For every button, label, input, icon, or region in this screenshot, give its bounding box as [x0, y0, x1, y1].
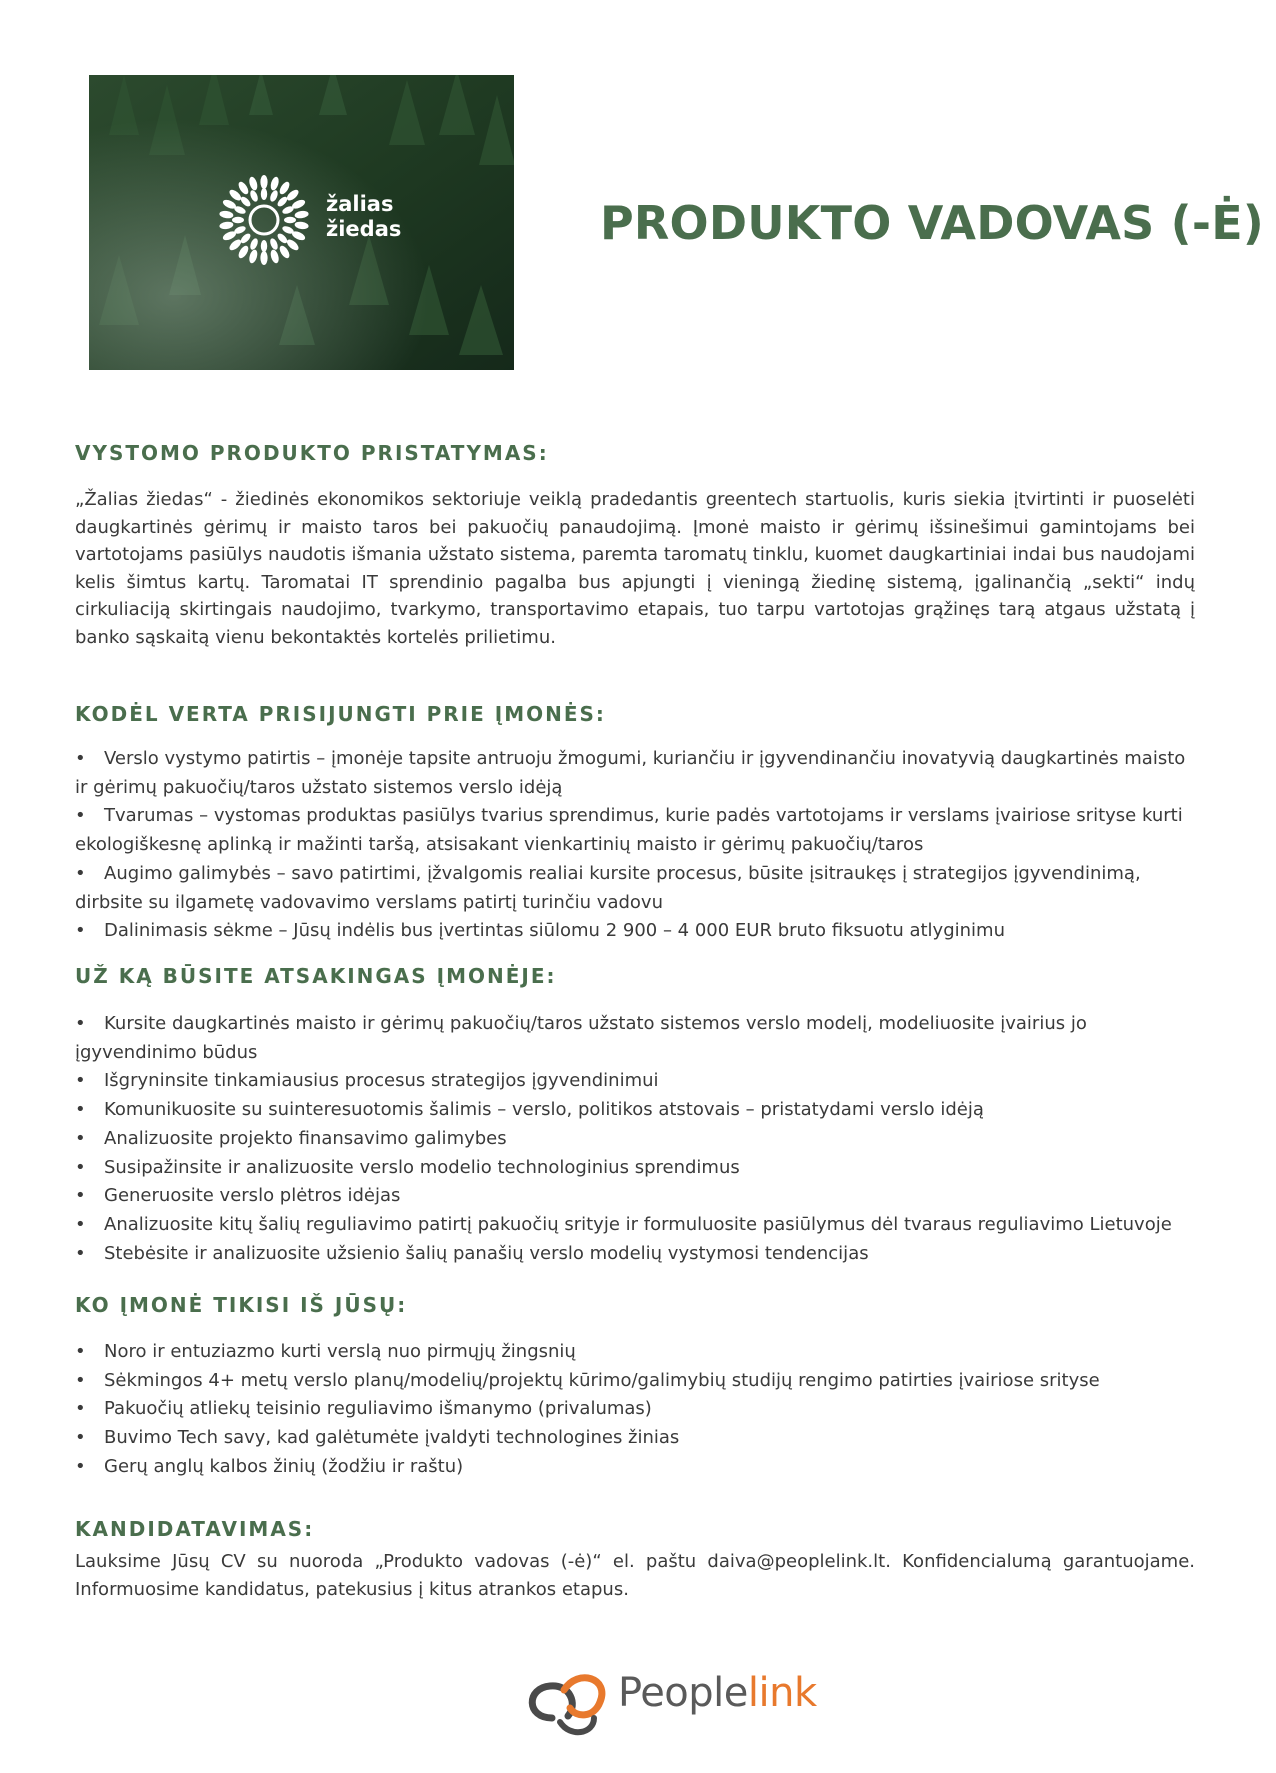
bullet-icon: •	[75, 1455, 86, 1477]
section-heading-apply: KANDIDATAVIMAS:	[75, 1517, 315, 1541]
bullet-icon: •	[75, 1341, 86, 1362]
leaf-petal	[260, 175, 267, 189]
bullet-icon: •	[75, 1070, 86, 1092]
list-item: • Išgryninsite tinkamiausius procesus strategijos įgyvendinimui	[75, 1067, 1200, 1096]
bullet-icon: •	[75, 1427, 86, 1449]
bullet-icon: •	[75, 1369, 86, 1391]
peoplelink-logo-text: Peoplelink	[618, 1670, 817, 1716]
list-item: • Sėkmingos 4+ metų verslo planų/modelių/projektų kūrimo/galimybių studijų rengimo patirties įvairiose srityse	[75, 1367, 1200, 1396]
list-item: • Noro ir entuziazmo kurti verslą nuo pirmųjų žingsnių	[75, 1338, 1200, 1367]
company-banner	[89, 75, 514, 370]
bullet-icon: •	[75, 748, 86, 769]
list-item: • Dalinimasis sėkme – Jūsų indėlis bus įvertintas siūlomu 2 900 – 4 000 EUR bruto fiksuotu atlyginimu	[75, 917, 1200, 946]
bullet-icon: •	[75, 1185, 86, 1207]
leaf-petal	[232, 217, 244, 223]
apply-paragraph: Lauksime Jūsų CV su nuoroda „Produkto vadovas (-ė)“ el. paštu daiva@peoplelink.lt. Konfidencialumą garantuojame. Informuosime kandidatus, patekusius į kitus atrankos etapus.	[75, 1551, 1195, 1600]
bullet-icon: •	[75, 1398, 86, 1420]
responsibilities-list	[75, 1010, 1200, 1268]
leaf-petal	[260, 251, 267, 265]
section-heading-intro: VYSTOMO PRODUKTO PRISTATYMAS:	[75, 441, 549, 465]
bullet-icon: •	[75, 1099, 86, 1121]
bullet-icon: •	[75, 1156, 86, 1178]
expectations-list	[75, 1338, 1200, 1482]
bullet-icon: •	[75, 1242, 86, 1264]
section-heading-responsibilities: UŽ KĄ BŪSITE ATSAKINGAS ĮMONĖJE:	[75, 964, 557, 988]
list-item: • Kursite daugkartinės maisto ir gėrimų pakuočių/taros užstato sistemos verslo modelį, modeliuosite įvairius jo įgyvendinimo būdus	[75, 1010, 1200, 1067]
why-list	[75, 745, 1200, 946]
section-heading-expectations: KO ĮMONĖ TIKISI IŠ JŪSŲ:	[75, 1293, 408, 1317]
job-title: PRODUKTO VADOVAS (-Ė)	[600, 196, 1265, 250]
bullet-icon: •	[75, 1013, 86, 1034]
list-item: • Gerų anglų kalbos žinių (žodžiu ir raštu)	[75, 1453, 1200, 1482]
bullet-icon: •	[75, 1213, 86, 1235]
list-item: • Augimo galimybės – savo patirtimi, įžvalgomis realiai kursite procesus, būsite įsitraukęs į strategijos įgyvendinimą, dirbsite su ilgametę vadovavimo verslams patirtį turinčiu vadovu	[75, 860, 1200, 917]
bullet-icon: •	[75, 1127, 86, 1149]
list-item: • Analizuosite kitų šalių reguliavimo patirtį pakuočių srityje ir formuluosite pasiūlymus dėl tvaraus reguliavimo Lietuvoje	[75, 1211, 1200, 1240]
leaf-petal	[261, 188, 267, 200]
list-item: • Stebėsite ir analizuosite užsienio šalių panašių verslo modelių vystymosi tendencijas	[75, 1240, 1200, 1269]
list-item: • Generuosite verslo plėtros idėjas	[75, 1182, 1200, 1211]
bullet-icon: •	[75, 805, 86, 827]
list-item: • Pakuočių atliekų teisinio reguliavimo išmanymo (privalumas)	[75, 1395, 1200, 1424]
list-item: • Analizuosite projekto finansavimo galimybes	[75, 1125, 1200, 1154]
logo-text-line2: žiedas	[326, 217, 402, 241]
logo-text-line1: žalias	[326, 192, 394, 216]
bullet-icon: •	[75, 862, 86, 884]
section-heading-why: KODĖL VERTA PRISIJUNGTI PRIE ĮMONĖS:	[75, 702, 606, 726]
leaf-petal	[284, 217, 296, 223]
forest-background-image	[89, 75, 514, 370]
list-item: • Buvimo Tech savy, kad galėtumėte įvaldyti technologines žinias	[75, 1424, 1200, 1453]
list-item: • Verslo vystymo patirtis – įmonėje tapsite antruoju žmogumi, kuriančiu ir įgyvendinančiu inovatyvią daugkartinės maisto ir gėrimų pakuočių/taros užstato sistemos verslo idėją	[75, 745, 1200, 802]
list-item: • Komunikuosite su suinteresuotomis šalimis – verslo, politikos atstovais – pristatydami verslo idėją	[75, 1096, 1200, 1125]
bullet-icon: •	[75, 920, 86, 942]
list-item: • Tvarumas – vystomas produktas pasiūlys tvarius sprendimus, kurie padės vartotojams ir verslams įvairiose srityse kurti ekologiškesnę aplinką ir mažinti taršą, atsisakant vienkartinių maisto ir gėrimų pakuočių/taros	[75, 802, 1200, 859]
intro-paragraph: „Žalias žiedas“ - žiedinės ekonomikos sektoriuje veiklą pradedantis greentech startuolis, kuris siekia įtvirtinti ir puoselėti daugkartinės gėrimų ir maisto taros bei pakuočių panaudojimą. Įmonė maisto ir gėrimų išsinešimui gamintojams bei vartotojams pasiūlys naudotis išmania užstato sistema, paremta taromatų tinklu, kuomet daugkartiniai indai bus naudojami kelis šimtus kartų. Taromatai IT sprendinio pagalba bus apjungti į vieningą žiedinę sistemą, įgalinančią „sekti“ indų cirkuliaciją skirtingais naudojimo, tvarkymo, transportavimo etapais, tuo tarpu vartotojas grąžinęs tarą atgaus užstatą į banko sąskaitą vienu bekontaktės kortelės prilietimu.	[75, 489, 1195, 648]
leaf-petal	[261, 240, 267, 252]
list-item: • Susipažinsite ir analizuosite verslo modelio technologinius sprendimus	[75, 1154, 1200, 1183]
